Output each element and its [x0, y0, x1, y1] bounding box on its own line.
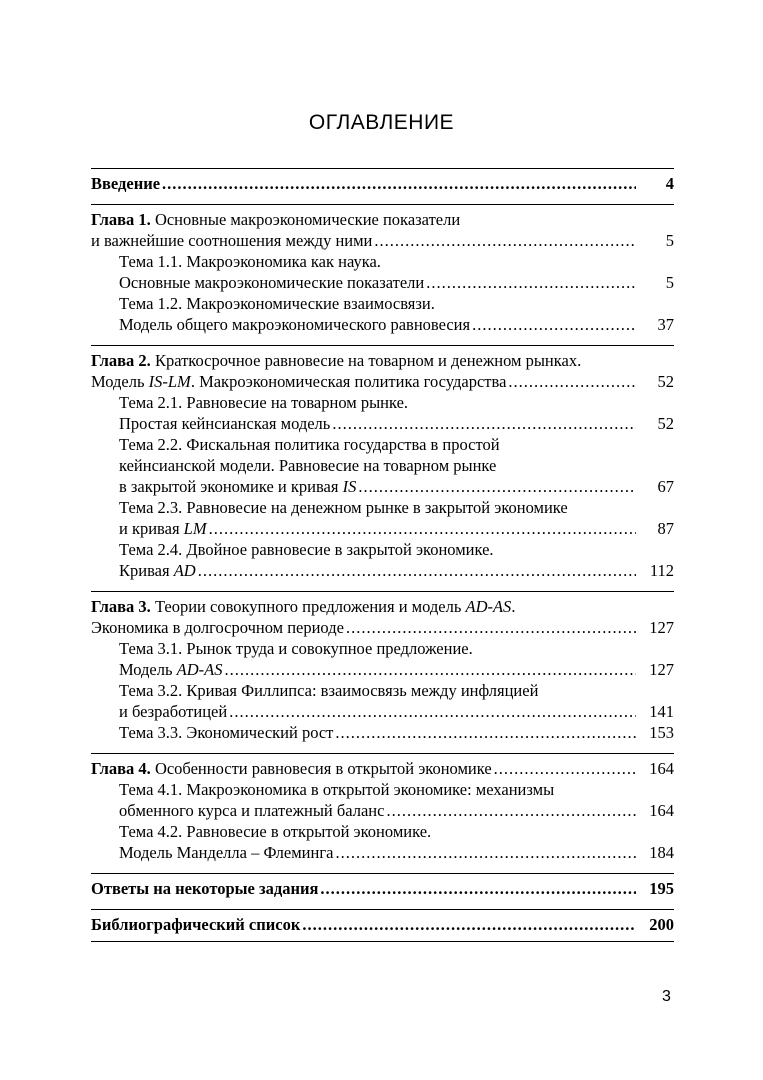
toc-entry-topic-4-2[interactable]: Модель Манделла – Флеминга ..... 184 — [91, 842, 674, 863]
toc-entry-chapter-1[interactable]: и важнейшие соотношения между ними ..... 5 — [91, 230, 674, 251]
toc-entry-topic-3-2[interactable]: и безработицей ..... 141 — [91, 701, 674, 722]
toc-section-chapter-3 — [91, 591, 674, 743]
toc-entry-topic-4-1[interactable]: обменного курса и платежный баланс ..... 164 — [91, 800, 674, 821]
toc-topic-title: кейнсианской модели. Равновесие на товарном рынке — [119, 456, 497, 475]
toc-entry-topic-2-3[interactable]: и кривая LM ..... 87 — [91, 518, 674, 539]
toc-topic-title: Тема 2.4. Двойное равновесие в закрытой экономике. — [119, 540, 494, 559]
toc-entry-topic-1-1[interactable]: Основные макроэкономические показатели ..... 5 — [91, 272, 674, 293]
table-of-contents — [91, 168, 674, 942]
toc-entry-topic-2-4[interactable]: Кривая AD ..... 112 — [91, 560, 674, 581]
toc-entry-chapter-4[interactable]: Глава 4. Особенности равновесия в открытой экономике ..... 164 — [91, 758, 674, 779]
toc-section-bibliography — [91, 909, 674, 942]
page-number: 3 — [662, 988, 671, 1005]
toc-topic-title: Тема 3.2. Кривая Филлипса: взаимосвязь между инфляцией — [119, 681, 539, 700]
toc-page-number: 4 — [665, 174, 674, 193]
page-title: ОГЛАВЛЕНИЕ — [308, 111, 455, 134]
toc-topic-title: Тема 2.1. Равновесие на товарном рынке. — [119, 393, 409, 412]
toc-section-chapter-2 — [91, 345, 674, 581]
toc-topic-title: Тема 1.2. Макроэкономические взаимосвязи. — [119, 294, 435, 313]
toc-chapter-heading: Глава 3. Теории совокупного предложения и модель AD-AS. — [91, 597, 516, 616]
toc-entry-chapter-3[interactable]: Экономика в долгосрочном периоде ..... 127 — [91, 617, 674, 638]
toc-entry-topic-2-1[interactable]: Простая кейнсианская модель ..... 52 — [91, 413, 674, 434]
toc-entry-topic-3-3[interactable]: Тема 3.3. Экономический рост ..... 153 — [91, 722, 674, 743]
toc-topic-title: Тема 4.2. Равновесие в открытой экономике. — [119, 822, 432, 841]
toc-topic-title: Тема 3.1. Рынок труда и совокупное предложение. — [119, 639, 473, 658]
toc-entry-chapter-2[interactable]: Модель IS-LM. Макроэкономическая политика государства ..... 52 — [91, 371, 674, 392]
toc-entry-topic-2-2[interactable]: в закрытой экономике и кривая IS ..... 67 — [91, 476, 674, 497]
toc-topic-title: Тема 1.1. Макроэкономика как наука. — [119, 252, 381, 271]
toc-chapter-heading: Глава 2. Краткосрочное равновесие на товарном и денежном рынках. — [91, 351, 582, 370]
toc-entry-topic-3-1[interactable]: Модель AD-AS ..... 127 — [91, 659, 674, 680]
toc-entry-intro[interactable] — [91, 173, 674, 194]
toc-entry-answers[interactable]: Ответы на некоторые задания ..... 195 — [91, 878, 674, 899]
toc-topic-title: Тема 2.3. Равновесие на денежном рынке в закрытой экономике — [119, 498, 568, 517]
toc-section-answers — [91, 873, 674, 899]
toc-section-chapter-1 — [91, 204, 674, 335]
toc-section-chapter-4 — [91, 753, 674, 863]
toc-entry-bibliography[interactable]: Библиографический список ..... 200 — [91, 914, 674, 935]
toc-section-intro — [91, 168, 674, 194]
toc-topic-title: Тема 4.1. Макроэкономика в открытой экономике: механизмы — [119, 780, 555, 799]
toc-entry-label: Введение — [91, 174, 161, 193]
toc-topic-title: Тема 2.2. Фискальная политика государства в простой — [119, 435, 500, 454]
toc-entry-topic-1-2[interactable]: Модель общего макроэкономического равновесия ..... 37 — [91, 314, 674, 335]
toc-chapter-heading: Глава 1. Основные макроэкономические показатели — [91, 210, 461, 229]
